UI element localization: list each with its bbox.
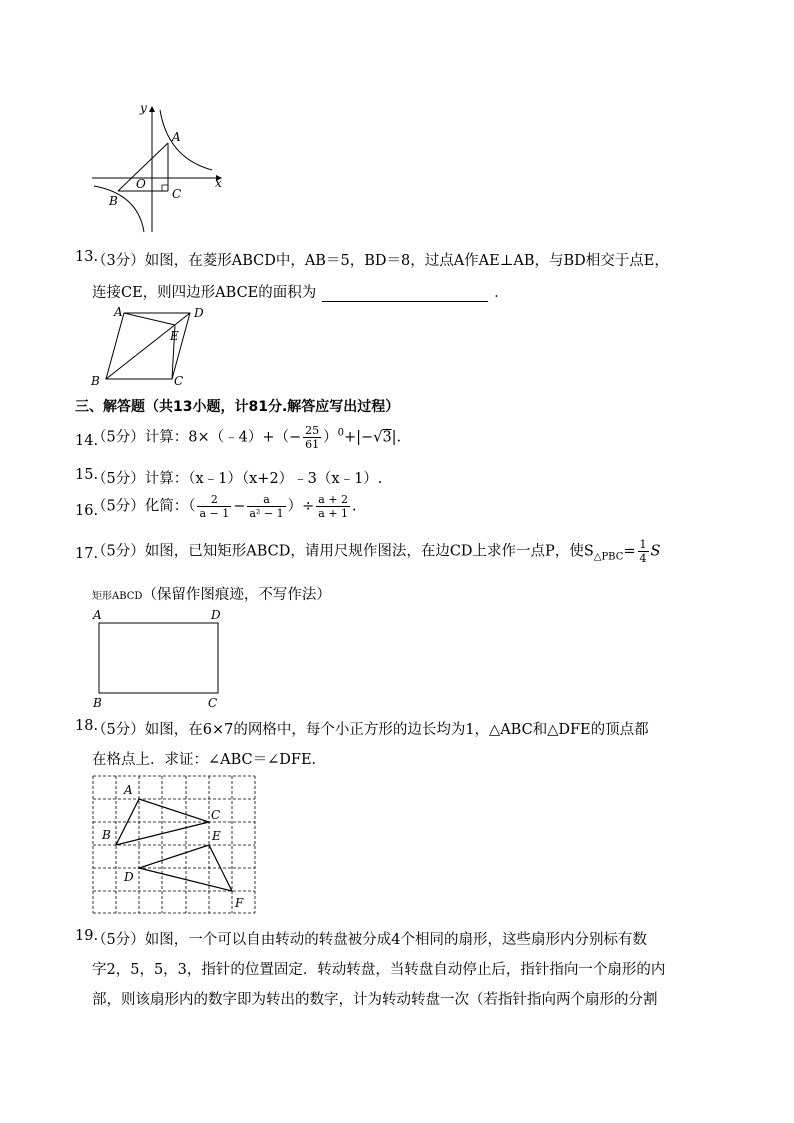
q17-number: 17. — [75, 546, 99, 562]
label-x: x — [215, 176, 222, 190]
q14-fraction — [303, 424, 321, 451]
label-b: B — [109, 194, 118, 208]
q16-number: 16. — [75, 503, 99, 519]
label-c: C — [172, 187, 182, 201]
q14-text-a: （5分）计算：8×（﹣4）+（− — [92, 429, 302, 446]
label-a: A — [93, 608, 102, 622]
label-a: A — [172, 130, 181, 144]
label-a: A — [124, 783, 133, 797]
q14-text-b: ） — [323, 429, 338, 446]
q16-fraction-1 — [197, 493, 231, 520]
q16-f1-den: a − 1 — [199, 507, 230, 520]
q16-f2-num: a — [247, 493, 285, 507]
q18-line1: （5分）如图，在6×7的网格中，每个小正方形的边长均为1，△ABC和△DFE的顶点都 — [92, 722, 649, 738]
q16-f1-num: 2 — [197, 493, 231, 507]
q14-frac-den: 61 — [305, 438, 320, 451]
q19-line2: 字2，5，5，3，指针的位置固定．转动转盘，当转盘自动停止后，指针指向一个扇形的内 — [92, 962, 666, 978]
q14-frac-num: 25 — [305, 424, 320, 437]
q16-text-a: （5分）化简：（ — [92, 498, 196, 515]
q16-text-b: ）÷ — [287, 498, 315, 515]
q19-line3: 部，则该扇形内的数字即为转出的数字，计为转动转盘一次（若指针指向两个扇形的分割 — [92, 992, 658, 1008]
rectangle-figure — [88, 605, 228, 710]
label-e: E — [170, 329, 179, 343]
label-d: D — [211, 608, 221, 622]
q16-line — [92, 493, 357, 520]
q13-number: 13. — [75, 249, 99, 265]
q17-fraction — [638, 538, 649, 565]
label-b: B — [93, 696, 102, 710]
q16-f2-den: a² − 1 — [249, 507, 284, 520]
q14-number: 14. — [75, 433, 99, 449]
q16-f3-num: a + 2 — [318, 493, 349, 506]
right-angle-mark — [162, 185, 168, 191]
segment-ae — [124, 313, 175, 325]
rectangle-abcd — [99, 623, 218, 693]
diagonal-bd — [106, 313, 190, 379]
q19-number: 19. — [75, 928, 99, 944]
q15-number: 15. — [75, 467, 99, 483]
label-c: C — [174, 374, 184, 388]
q18-line2: 在格点上．求证：∠ABC＝∠DFE． — [92, 752, 327, 768]
q14-exponent: 0 — [337, 427, 344, 439]
q18-number: 18. — [75, 718, 99, 734]
label-b: B — [102, 828, 111, 842]
grid-figure — [92, 774, 258, 916]
q16-fraction-2 — [247, 493, 285, 520]
q17-eq: = — [623, 543, 636, 560]
q13-line1: （3分）如图，在菱形ABCD中，AB＝5，BD＝8，过点A作AE⊥AB，与BD相交于点E， — [92, 253, 669, 269]
q17-frac-den: 4 — [639, 552, 647, 565]
label-c: C — [208, 696, 218, 710]
q17-sub-pbc: △PBC — [593, 551, 624, 563]
q16-text-c: . — [352, 498, 357, 515]
q13-line2-text: 连接CE，则四边形ABCE的面积为 — [92, 285, 317, 301]
q16-f3-den: a + 1 — [318, 507, 349, 520]
label-o: O — [136, 177, 146, 191]
q14-line: （5分）计算：8×（﹣4）+（− $\frac{25}{61}$ ）$^0$+|−√3|. — [92, 424, 402, 451]
q19-line1: （5分）如图，一个可以自由转动的转盘被分成4个相同的扇形，这些扇形内分别标有数 — [92, 932, 647, 948]
q13-period: ． — [494, 285, 509, 301]
q14-sqrt: 3 — [382, 429, 392, 446]
q16-fraction-3 — [316, 493, 350, 520]
q16-minus: − — [233, 498, 246, 515]
q17-s: S — [650, 543, 661, 560]
label-y: y — [140, 101, 147, 115]
q17-line2 — [92, 583, 331, 604]
q17-text-2: （保留作图痕迹，不写作法） — [142, 587, 331, 603]
label-d: D — [194, 306, 204, 320]
label-f: F — [235, 896, 244, 910]
q15-line: （5分）计算：（x﹣1）（x+2）﹣3（x﹣1）. — [92, 471, 383, 487]
label-e: E — [212, 829, 221, 843]
q14-text-d: |. — [391, 429, 402, 446]
hyperbola-branch-2 — [94, 186, 144, 232]
q17-line1 — [92, 538, 660, 565]
label-a: A — [114, 305, 123, 319]
q14-text-c: +|− — [344, 429, 374, 446]
label-b: B — [91, 374, 100, 388]
answer-blank — [322, 287, 488, 302]
section-heading: 三、解答题（共13小题，计81分.解答应写出过程） — [75, 399, 400, 415]
q13-line2 — [92, 281, 509, 302]
label-d: D — [124, 870, 134, 884]
hyperbola-figure — [88, 98, 228, 238]
rhombus-figure — [86, 303, 216, 389]
q17-sub-rect: 矩形ABCD — [92, 591, 143, 602]
y-axis-arrow — [149, 106, 155, 112]
label-c: C — [211, 808, 221, 822]
q17-text: （5分）如图，已知矩形ABCD，请用尺规作图法，在边CD上求作一点P，使S — [92, 543, 594, 560]
q17-frac-num: 1 — [639, 538, 647, 551]
